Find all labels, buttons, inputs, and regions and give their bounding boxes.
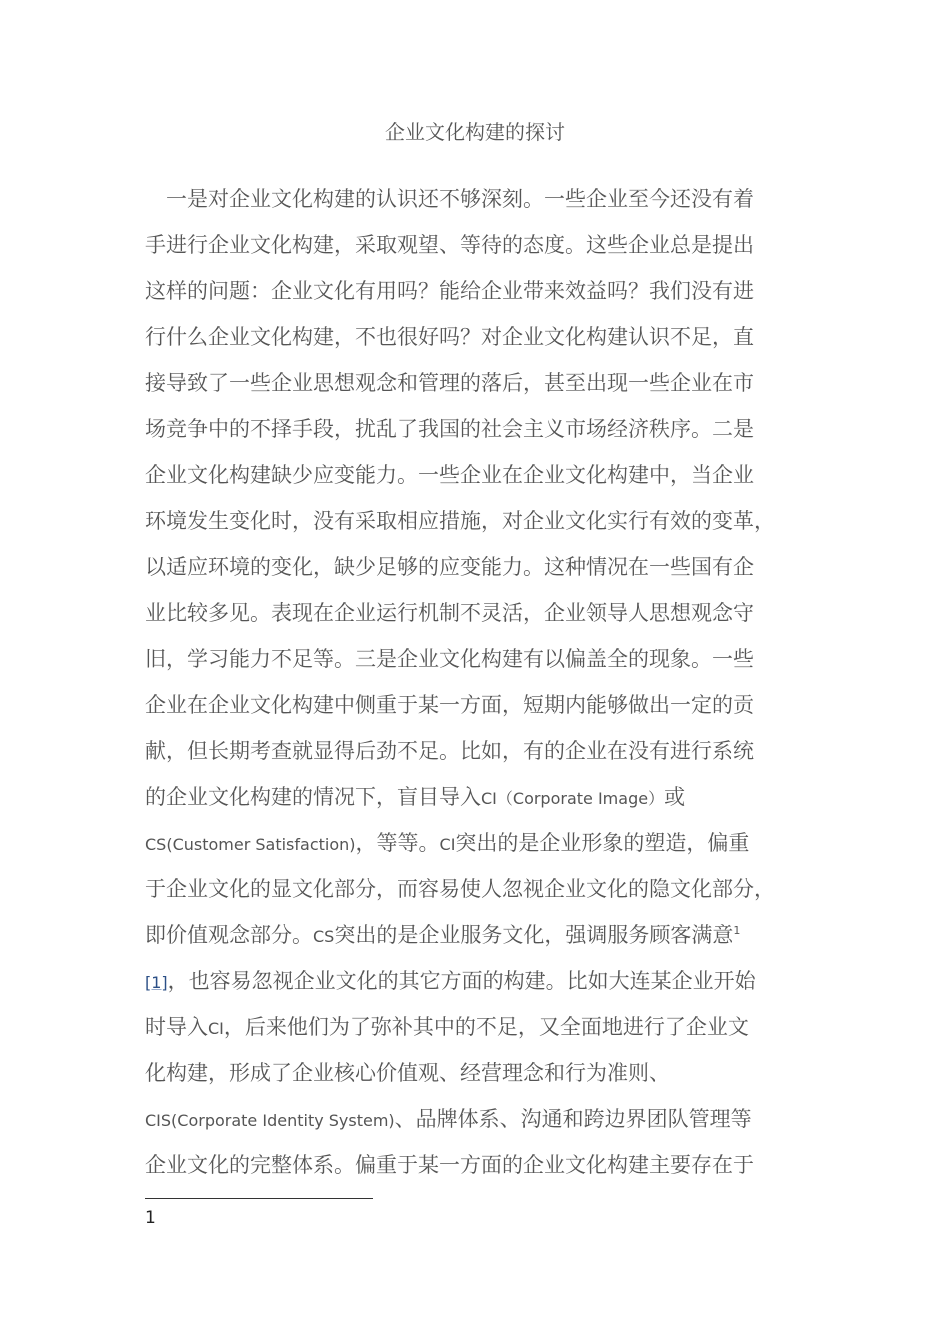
text-span: 行什么企业文化构建，不也很好吗？对企业文化构建认识不足，直 [145, 325, 754, 349]
latin-span: CI（Corporate Image） [481, 789, 665, 808]
text-line [145, 1142, 805, 1188]
text-span: 突出的是企业服务文化，强调服务顾客满意 [334, 923, 734, 947]
footnote-separator [145, 1198, 373, 1199]
latin-span: CI [208, 1019, 224, 1038]
text-span: ，等等。 [355, 831, 440, 855]
text-span: 即价值观念部分。 [145, 923, 313, 947]
text-span: 献，但长期考查就显得后劲不足。比如，有的企业在没有进行系统 [145, 739, 754, 763]
text-line [145, 774, 805, 820]
text-line [145, 268, 805, 314]
latin-span: CS [313, 927, 335, 946]
text-span: 旧，学习能力不足等。三是企业文化构建有以偏盖全的现象。一些 [145, 647, 754, 671]
text-line [145, 820, 805, 866]
body-paragraph [145, 176, 805, 1188]
text-line [145, 222, 805, 268]
text-span: ，后来他们为了弥补其中的不足，又全面地进行了企业文 [223, 1015, 749, 1039]
text-span: 、品牌体系、沟通和跨边界团队管理等 [394, 1107, 752, 1131]
text-span: 的企业文化构建的情况下，盲目导入 [145, 785, 481, 809]
latin-span: CIS(Corporate Identity System) [145, 1111, 395, 1130]
text-line [145, 1050, 805, 1096]
text-span: 企业文化的完整体系。偏重于某一方面的企业文化构建主要存在于 [145, 1153, 754, 1177]
text-span: 环境发生变化时，没有采取相应措施，对企业文化实行有效的变革， [145, 509, 775, 533]
text-line [145, 1096, 805, 1142]
text-line [145, 912, 805, 958]
text-line [145, 1004, 805, 1050]
text-span: 企业文化构建缺少应变能力。一些企业在企业文化构建中，当企业 [145, 463, 754, 487]
text-line [145, 314, 805, 360]
text-line [145, 866, 805, 912]
footnote-marker[interactable]: 1 [733, 924, 741, 937]
text-line [145, 636, 805, 682]
text-span: 场竞争中的不择手段，扰乱了我国的社会主义市场经济秩序。二是 [145, 417, 754, 441]
page-title: 企业文化构建的探讨 [385, 120, 565, 144]
text-line [145, 406, 805, 452]
text-line [145, 682, 805, 728]
footnote-number: 1 [145, 1208, 156, 1228]
citation-link[interactable]: [1] [145, 973, 168, 992]
text-line [145, 590, 805, 636]
text-span: 时导入 [145, 1015, 208, 1039]
text-line [145, 452, 805, 498]
text-span: 企业在企业文化构建中侧重于某一方面，短期内能够做出一定的贡 [145, 693, 754, 717]
text-line [145, 176, 805, 222]
text-line [145, 360, 805, 406]
text-span: 于企业文化的显文化部分，而容易使人忽视企业文化的隐文化部分， [145, 877, 775, 901]
text-span: 突出的是企业形象的塑造，偏重 [455, 831, 750, 855]
text-line [145, 728, 805, 774]
text-span: 业比较多见。表现在企业运行机制不灵活，企业领导人思想观念守 [145, 601, 754, 625]
latin-span: CI [439, 835, 456, 854]
text-span: 这样的问题：企业文化有用吗？能给企业带来效益吗？我们没有进 [145, 279, 754, 303]
text-span: 接导致了一些企业思想观念和管理的落后，甚至出现一些企业在市 [145, 371, 754, 395]
text-span: 手进行企业文化构建，采取观望、等待的态度。这些企业总是提出 [145, 233, 754, 257]
text-span: ，也容易忽视企业文化的其它方面的构建。比如大连某企业开始 [167, 969, 756, 993]
latin-span: CS(Customer Satisfaction) [145, 835, 356, 854]
text-line [145, 958, 805, 1004]
text-span: 一是对企业文化构建的认识还不够深刻。一些企业至今还没有着 [166, 187, 754, 211]
text-span: 或 [664, 785, 686, 809]
text-line [145, 498, 805, 544]
text-line [145, 544, 805, 590]
text-span: 化构建，形成了企业核心价值观、经营理念和行为准则、 [145, 1061, 670, 1085]
text-span: 以适应环境的变化，缺少足够的应变能力。这种情况在一些国有企 [145, 555, 754, 579]
